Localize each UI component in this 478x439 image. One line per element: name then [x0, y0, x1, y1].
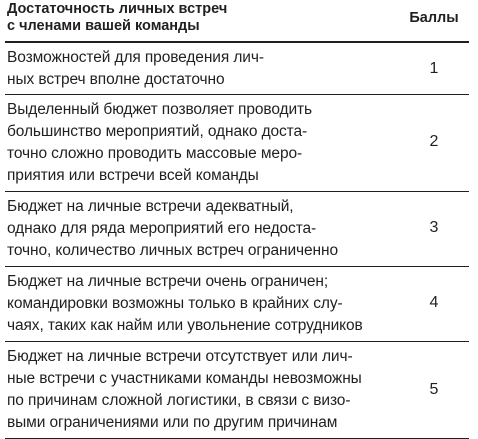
row-score: 4	[429, 294, 439, 311]
table-row	[5, 192, 469, 267]
header-criterion-label: Достаточность личных встреч с членами вашей команды	[7, 1, 228, 34]
row-description: Бюджет на личные встречи очень ограничен; командировки возможны только в крайних слу- чаях, таких как найм или увольнение сотрудников	[7, 273, 363, 334]
table-row	[5, 43, 469, 95]
table-row	[5, 95, 469, 192]
row-description: Бюджет на личные встречи адекватный, однако для ряда мероприятий его недоста- точно, количество личных встреч ограниченно	[7, 198, 338, 259]
table-row	[5, 267, 469, 342]
row-score: 5	[429, 381, 439, 398]
row-description: Выделенный бюджет позволяет проводить большинство мероприятий, однако доста- точно сложно проводить массовые меро- приятия или встречи всей команды	[7, 101, 312, 184]
header-score-label: Баллы	[409, 10, 459, 26]
row-score: 3	[429, 219, 439, 236]
row-score: 1	[429, 60, 439, 77]
row-description: Возможностей для проведения лич- ных встреч вполне достаточно	[7, 49, 264, 88]
table-header	[5, 0, 469, 43]
table-row	[5, 342, 469, 439]
scoring-table	[5, 0, 469, 439]
row-score: 2	[429, 133, 439, 150]
row-description: Бюджет на личные встречи отсутствует или лич- ные встречи с участниками команды невозможны по причинам сложной логистики, в связи с визо- выми ограничениями или по другим причинам	[7, 348, 362, 431]
